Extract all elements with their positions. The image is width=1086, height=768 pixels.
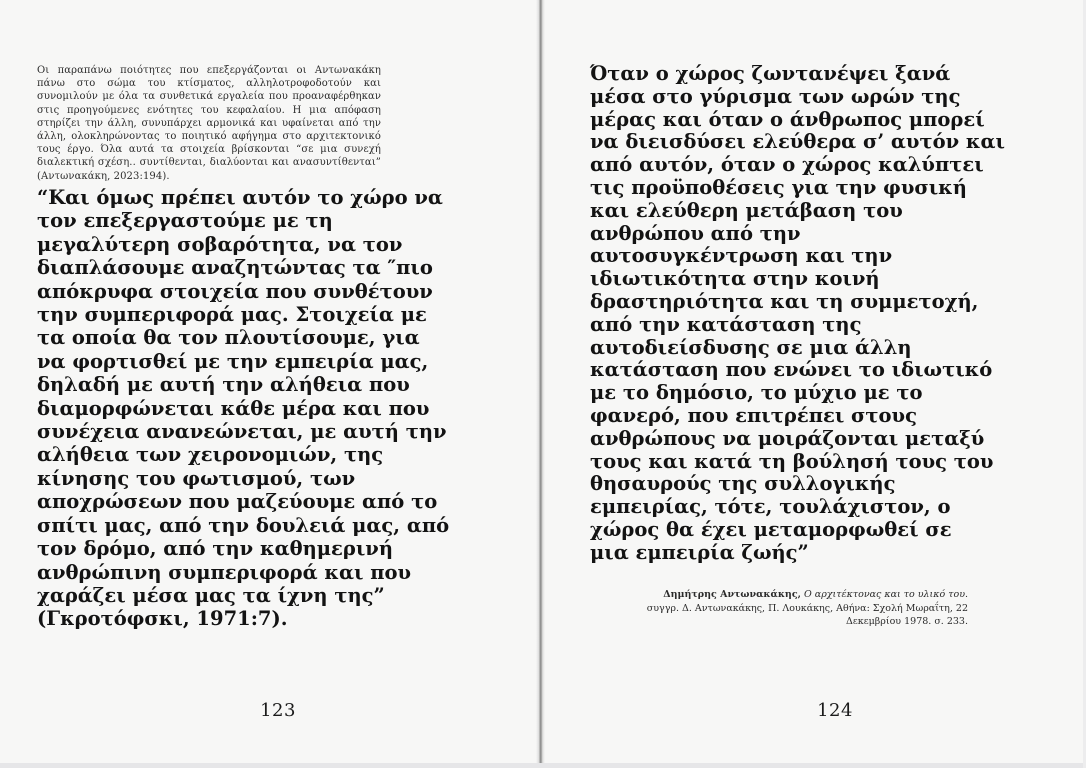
citation-title: Ο αρχιτέκτονας και το υλικό του. — [803, 589, 968, 600]
citation-author: Δημήτρης Αντωνακάκης, — [663, 589, 801, 600]
right-quote-text: Όταν ο χώρος ζωντανέψει ξανά μέσα στο γύρισμα των ωρών της μέρας και όταν ο άνθρωπος μπορεί να διεισδύσει ελεύθερα σ’ αυτόν και από αυτόν, όταν ο χώρος καλύπτει τις προϋποθέσεις για την φυσική και ελεύθερη μετάβαση του ανθρώπου από την αυτοσυγκέντρωση και την ιδιωτικότητα στην κοινή δραστηριότητα και τη συμμετοχή, από την κατάσταση της αυτοδιείσδυσης σε μια άλλη κατάσταση που ενώνει το ιδιωτικό με το δημόσιο, το μύχιο με το φανερό, που επιτρέπει στους ανθρώπους να μοιράζονται μεταξύ τους και κατά τη βούλησή τους του θησαυρούς της συλλογικής εμπειρίας, τότε, τουλάχιστον, ο χώρος θα έχει μεταμορφωθεί σε μια εμπειρία ζωής” — [590, 62, 1005, 564]
page-right — [545, 0, 1086, 768]
page-number-left: 123 — [260, 700, 296, 721]
intro-paragraph: Οι παραπάνω ποιότητες που επεξεργάζονται οι Αντωνακάκη πάνω στο σώμα του κτίσματος, αλληλοτροφοδοτούν και συνομιλούν με όλα τα συνθετικά εργαλεία που προαναφέρθηκαν στις προηγούμενες ενότητες του κεφαλαίου. Η μια απόφαση στηρίζει την άλλη, συνυπάρχει αρμονικά και υφαίνεται από την άλλη, ολοκληρώνοντας το ποιητικό αφήγημα στο αρχιτεκτονικό τους έργο. Όλα αυτά τα στοιχεία βρίσκονται “σε μια συνεχή διαλεκτική σχέση.. συντίθενται, διαλύονται και ανασυντίθενται” (Αντωνακάκη, 2023:194). — [37, 65, 381, 182]
scan-bottom-edge — [0, 763, 1086, 768]
left-quote-text: “Και όμως πρέπει αυτόν το χώρο να τον επεξεργαστούμε με τη μεγαλύτερη σοβαρότητα, να τον διαπλάσουμε αναζητώντας τα ″πιο απόκρυφα στοιχεία που συνθέτουν την συμπεριφορά μας. Στοιχεία με τα οποία θα τον πλουτίσουμε, για να φορτισθεί με την εμπειρία μας, δηλαδή με αυτή την αλήθεια που διαμορφώνεται κάθε μέρα και που συνέχεια ανανεώνεται, με αυτή την αλήθεια των χειρονομιών, της κίνησης του φωτισμού, των αποχρώσεων που μαζεύουμε από το σπίτι μας, από την δουλειά μας, από τον δρόμο, από την καθημερινή ανθρώπινη συμπεριφορά και που χαράζει μέσα μας τα ίχνη της” (Γκροτόφσκι, 1971:7). — [37, 186, 450, 631]
page-left — [0, 0, 536, 768]
citation-block — [590, 588, 968, 629]
book-spine-gutter — [536, 0, 545, 768]
page-number-right: 124 — [817, 700, 853, 721]
citation-details: συγγρ. Δ. Αντωνακάκης, Π. Λουκάκης, Αθήνα: Σχολή Μωραΐτη, 22 Δεκεμβρίου 1978. σ. 233. — [646, 602, 968, 627]
